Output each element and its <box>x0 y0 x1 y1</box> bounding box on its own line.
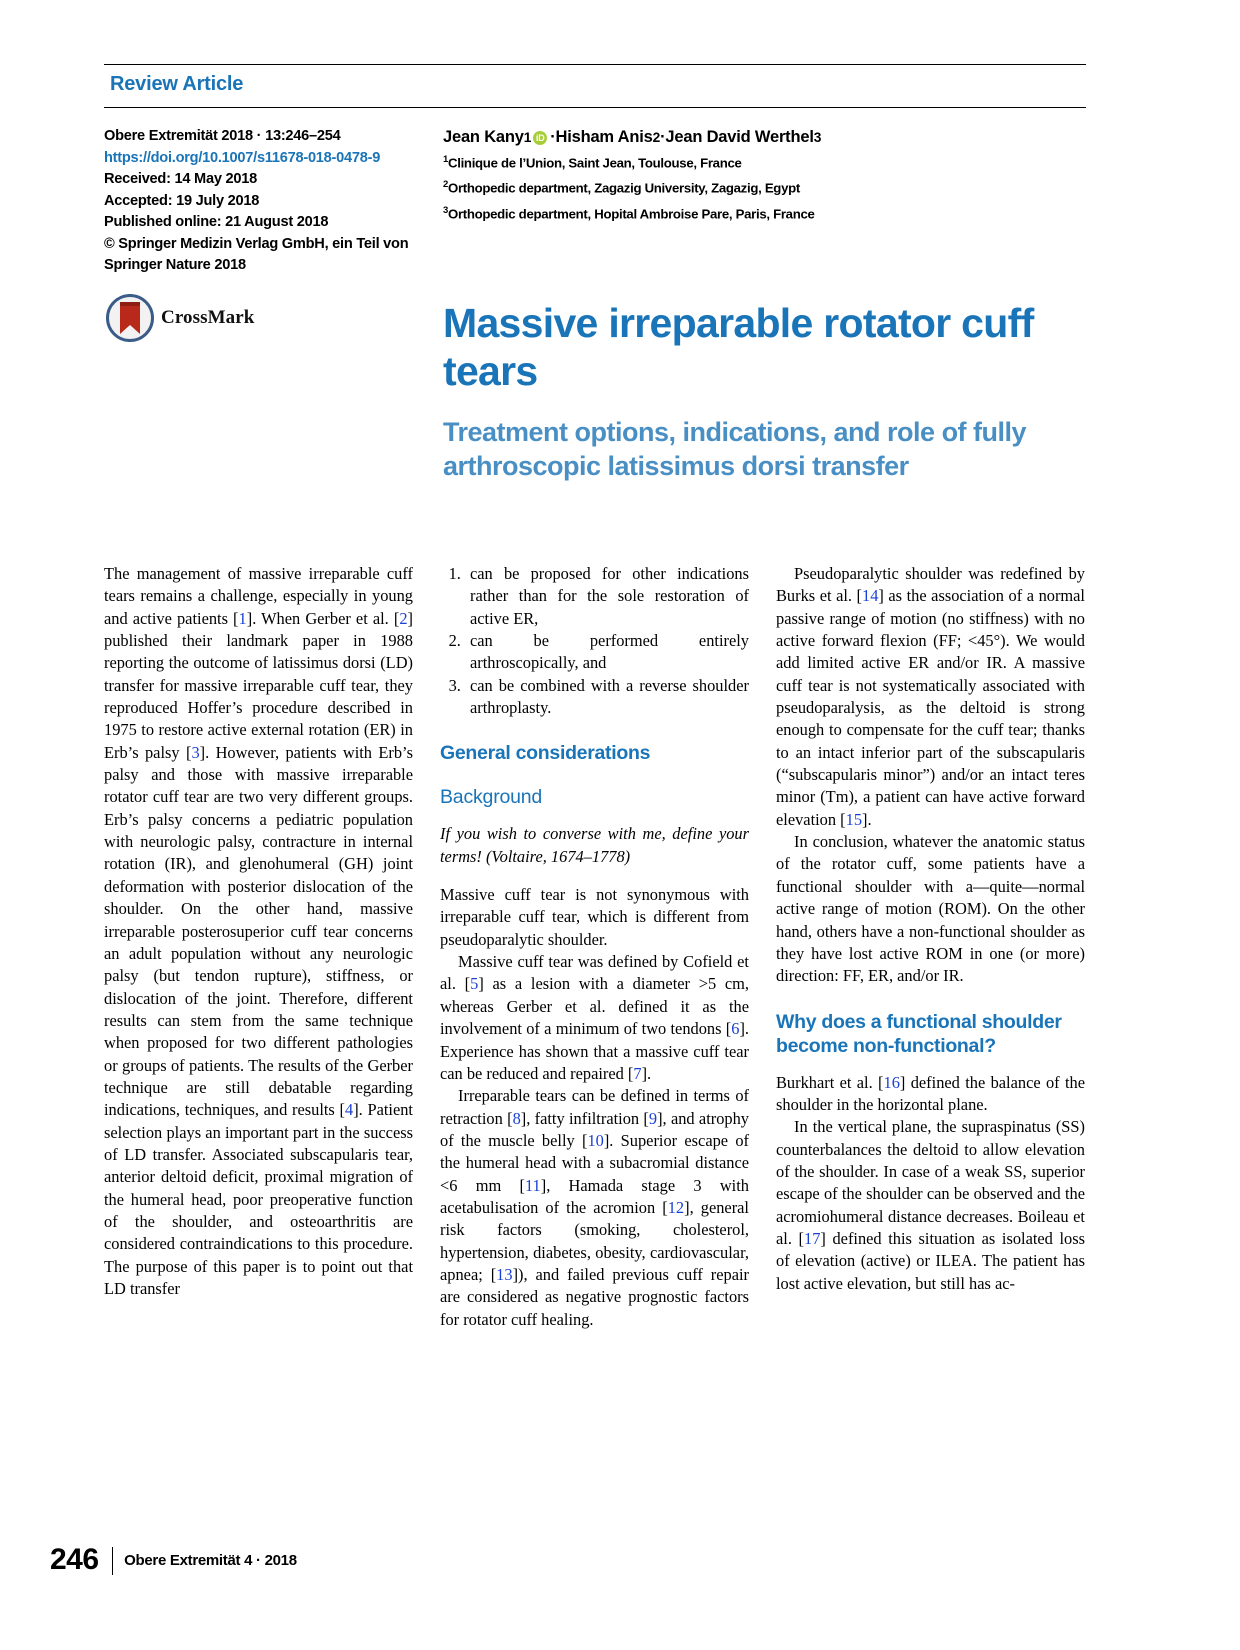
doi-link[interactable]: https://doi.org/10.1007/s11678-018-0478-9 <box>104 149 381 166</box>
reference-link[interactable]: 8 <box>512 1108 521 1128</box>
text-run: In the vertical plane, the supraspinatus (SS) counterbalances the deltoid to allow elevation of the shoulder. In case of a weak SS, superior escape of the shoulder can be observed and the acromiohumeral distance decreases. Boileau et al. [ <box>776 1117 1085 1248</box>
paragraph <box>104 563 413 1300</box>
footer-journal-title: Obere Extremität 4 · 2018 <box>124 1551 297 1569</box>
affiliation-sup-3: 3 <box>443 204 448 216</box>
paragraph <box>776 563 1085 831</box>
crossmark-label: CrossMark <box>161 307 255 328</box>
author-sup-1: 1 <box>523 130 532 145</box>
text-run: ]. Experience has shown that a massive cuff tear can be reduced and repaired [ <box>440 1019 749 1083</box>
page-number: 246 <box>50 1543 99 1576</box>
accepted-date: Accepted: 19 July 2018 <box>104 192 260 209</box>
text-run: ], fatty infiltration [ <box>520 1108 649 1128</box>
author-name-1: Jean Kany <box>443 128 524 146</box>
copyright-line-1: © Springer Medizin Verlag GmbH, ein Teil von <box>104 235 409 252</box>
reference-link[interactable]: 16 <box>883 1072 900 1092</box>
footer-divider <box>112 1547 114 1575</box>
body-column-2 <box>440 563 749 1331</box>
copyright-line-2: Springer Nature 2018 <box>104 257 246 273</box>
epigraph-quote: If you wish to converse with me, define your terms! (Voltaire, 1674–1778) <box>440 824 749 866</box>
text-run: ], and atrophy of the muscle belly [ <box>440 1108 749 1150</box>
paragraph <box>776 1072 1085 1117</box>
affiliation-3 <box>443 200 1083 225</box>
text-run: The management of massive irreparable cuff tears remains a challenge, especially in young and active patients [ <box>104 564 413 628</box>
page-subtitle: Treatment options, indications, and role of fully arthroscopic latissimus dorsi transfer <box>443 417 1027 482</box>
list-item: 3. can be combined with a reverse shoulder arthroplasty. <box>465 675 749 720</box>
reference-link[interactable]: 11 <box>524 1175 541 1195</box>
review-article-banner <box>104 64 1086 108</box>
section-subheading-background: Background <box>440 786 543 809</box>
affiliation-2 <box>443 174 1083 199</box>
text-run: ], Hamada stage 3 with acetabulisation of the acromion [ <box>440 1175 749 1217</box>
list-item: 2. can be performed entirely arthroscopically, and <box>465 630 749 675</box>
text-run: ] as the association of a normal passive range of motion (no stiffness) with no active forward flexion (FF; <45°). We would add limited active ER and/or IR. A massive cuff tear is not systematically associated with pseudoparalysis, as the deltoid is strong enough to compensate for the cuff tear; thanks to an intact inferior part of the subscapularis (“subscapularis minor”) and/or an intact teres minor (Tm), a patient can have active forward elevation [ <box>776 586 1085 829</box>
author-separator-1: · <box>550 128 556 146</box>
affiliation-sup-2: 2 <box>443 179 448 191</box>
crossmark-icon <box>106 294 154 342</box>
reference-link[interactable]: 10 <box>587 1130 604 1150</box>
list-item: 1. can be proposed for other indications rather than for the sole restoration of active ER, <box>465 563 749 630</box>
reference-link[interactable]: 9 <box>648 1108 658 1128</box>
text-run: ]), and failed previous cuff repair are considered as negative prognostic factors for rotator cuff healing. <box>440 1264 749 1329</box>
section-heading-general-considerations: General considerations <box>440 742 651 765</box>
body-column-3 <box>776 563 1085 1331</box>
reference-link[interactable]: 3 <box>191 742 200 762</box>
body-columns <box>104 563 1086 1331</box>
affiliation-1 <box>443 149 1083 174</box>
affiliation-text-1: Clinique de l’Union, Saint Jean, Toulouse, France <box>447 155 742 171</box>
paragraph <box>440 951 749 1085</box>
numbered-list <box>440 563 749 719</box>
text-run: ] as a lesion with a diameter >5 cm, whereas Gerber et al. defined it as the involvement of a minimum of two tendons [ <box>440 974 750 1039</box>
text-run: ]. <box>862 809 872 829</box>
body-column-1 <box>104 563 413 1331</box>
reference-link[interactable]: 5 <box>470 974 479 994</box>
text-run: ] published their landmark paper in 1988 reporting the outcome of latissimus dorsi (LD) transfer for massive irreparable cuff tear, they reproduced Hoffer’s procedure described in 1975 to restore active external rotation (ER) in Erb’s palsy [ <box>104 608 413 762</box>
author-sup-3: 3 <box>813 130 822 145</box>
paragraph <box>440 1085 749 1331</box>
text-run: ] defined the balance of the shoulder in the horizontal plane. <box>776 1072 1085 1114</box>
reference-link[interactable]: 1 <box>238 608 247 628</box>
published-date: Published online: 21 August 2018 <box>104 214 329 230</box>
received-date: Received: 14 May 2018 <box>104 171 257 187</box>
journal-citation: Obere Extremität 2018 · 13:246–254 <box>104 128 341 144</box>
reference-link[interactable]: 13 <box>496 1264 513 1284</box>
text-run: ], general risk factors (smoking, cholesterol, hypertension, diabetes, obesity, cardiovascular, apnea; [ <box>440 1197 749 1284</box>
text-run: Massive cuff tear was defined by Cofield et al. [ <box>440 952 749 994</box>
reference-link[interactable]: 2 <box>399 608 408 628</box>
author-name-2: Hisham Anis <box>555 128 653 146</box>
page-footer <box>50 1543 297 1577</box>
authors-block <box>443 126 1083 225</box>
reference-link[interactable]: 7 <box>633 1063 642 1083</box>
author-name-3: Jean David Werthel <box>665 128 814 146</box>
author-separator-2: · <box>660 128 666 146</box>
text-run: ]. However, patients with Erb’s palsy and those with massive irreparable rotator cuff tear are two very different groups. Erb’s palsy concerns a pediatric population with neurologic palsy, contracture in internal rotation (IR), and glenohumeral (GH) joint deformation with posterior dislocation of the shoulder. On the other hand, massive irreparable posterosuperior cuff tear concerns an adult population without any neurologic palsy (but tendon rupture), stiffness, or dislocation of the joint. Therefore, different results can stem from the same technique when proposed for two different pathologies or groups of patients. The results of the Gerber technique are still debatable regarding indications, techniques, and results [ <box>104 742 413 1120</box>
text-run: Burkhart et al. [ <box>776 1072 884 1092</box>
author-line <box>443 126 1083 149</box>
text-run: Pseudoparalytic shoulder was redefined by Burks et al. [ <box>776 564 1085 606</box>
author-sup-2: 2 <box>652 130 661 145</box>
paragraph <box>776 1116 1085 1295</box>
reference-link[interactable]: 12 <box>667 1197 685 1217</box>
text-run: ]. Superior escape of the humeral head with a subacromial distance <6 mm [ <box>440 1130 750 1195</box>
reference-link[interactable]: 4 <box>344 1100 354 1120</box>
section-heading-why-functional-shoulder: Why does a functional shoulder become non-functional? <box>776 1010 1062 1057</box>
reference-link[interactable]: 15 <box>845 809 863 829</box>
affiliation-text-2: Orthopedic department, Zagazig University, Zagazig, Egypt <box>447 180 800 196</box>
paragraph: Massive cuff tear is not synonymous with irreparable cuff tear, which is different from pseudoparalytic shoulder. <box>440 885 749 949</box>
text-run: ]. <box>641 1063 652 1083</box>
crossmark-badge[interactable] <box>106 294 254 342</box>
text-run: ]. Patient selection plays an important part in the success of LD transfer. Associated subscapularis tear, anterior deltoid deficit, proximal migration of the humeral head, poor preoperative function of the shoulder, and osteoarthritis are considered contraindications to this procedure. The purpose of this paper is to point out that LD transfer <box>104 1100 413 1298</box>
orcid-icon[interactable]: iD <box>533 131 547 145</box>
paragraph: In conclusion, whatever the anatomic status of the rotator cuff, some patients have a functional shoulder with a—quite—normal active range of motion (ROM). On the other hand, others have a non-functional shoulder as they have lost active ROM in one (or more) direction: FF, ER, and/or IR. <box>776 832 1085 986</box>
text-run: Irreparable tears can be defined in terms of retraction [ <box>440 1086 749 1128</box>
reference-link[interactable]: 6 <box>731 1019 740 1039</box>
page-title: Massive irreparable rotator cuff tears <box>443 300 1034 395</box>
article-metadata <box>104 126 424 277</box>
text-run: ]. When Gerber et al. [ <box>246 608 400 628</box>
reference-link[interactable]: 14 <box>862 586 879 606</box>
reference-link[interactable]: 17 <box>804 1228 821 1248</box>
banner-label: Review Article <box>110 73 244 95</box>
affiliation-sup-1: 1 <box>443 154 448 165</box>
affiliation-text-3: Orthopedic department, Hopital Ambroise Pare, Paris, France <box>447 206 815 222</box>
text-run: ] defined this situation as isolated loss of elevation (active) or ILEA. The patient has lost active elevation, but still has ac- <box>776 1228 1085 1293</box>
